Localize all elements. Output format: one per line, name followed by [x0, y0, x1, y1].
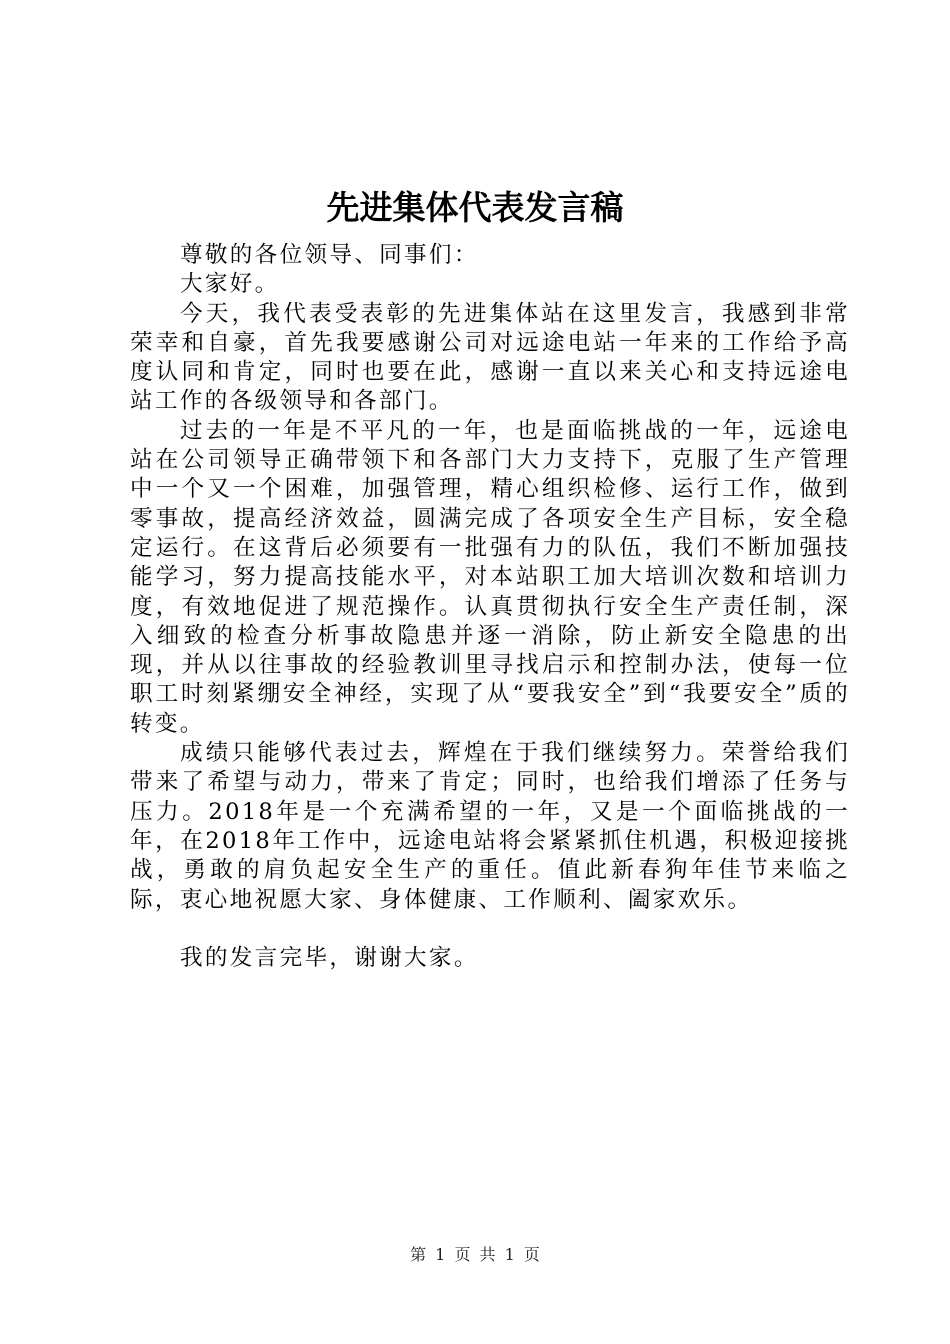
- paragraph-future: 成绩只能够代表过去，辉煌在于我们继续努力。荣誉给我们带来了希望与动力，带来了肯定；同时，也给我们增添了任务与压力。2018年是一个充满希望的一年，又是一个面临挑战的一年，在2018年工作中，远途电站将会紧紧抓住机遇，积极迎接挑战，勇敢的肩负起安全生产的重任。值此新春狗年佳节来临之际，衷心地祝愿大家、身体健康、工作顺利、阖家欢乐。: [130, 740, 850, 913]
- paragraph-intro: 今天，我代表受表彰的先进集体站在这里发言，我感到非常荣幸和自豪，首先我要感谢公司对远途电站一年来的工作给予高度认同和肯定，同时也要在此，感谢一直以来关心和支持远途电站工作的各级领导和各部门。: [130, 300, 850, 415]
- closing-remark: 我的发言完毕，谢谢大家。: [180, 944, 479, 971]
- salutation: 尊敬的各位领导、同事们：: [180, 242, 479, 268]
- greeting: 大家好。: [180, 271, 280, 298]
- paragraph-past-year: 过去的一年是不平凡的一年，也是面临挑战的一年，远途电站在公司领导正确带领下和各部门大力支持下，克服了生产管理中一个又一个困难，加强管理，精心组织检修、运行工作，做到零事故，提高经济效益，圆满完成了各项安全生产目标，安全稳定运行。在这背后必须要有一批强有力的队伍，我们不断加强技能学习，努力提高技能水平，对本站职工加大培训次数和培训力度，有效地促进了规范操作。认真贯彻执行安全生产责任制，深入细致的检查分析事故隐患并逐一消除，防止新安全隐患的出现，并从以往事故的经验教训里寻找启示和控制办法，使每一位职工时刻紧绷安全神经，实现了从“要我安全”到“我要安全”质的转变。: [130, 417, 850, 737]
- document-body: [130, 241, 850, 973]
- document-title: 先进集体代表发言稿: [326, 188, 624, 227]
- page-number-footer: 第 1 页 共 1 页: [410, 1245, 540, 1264]
